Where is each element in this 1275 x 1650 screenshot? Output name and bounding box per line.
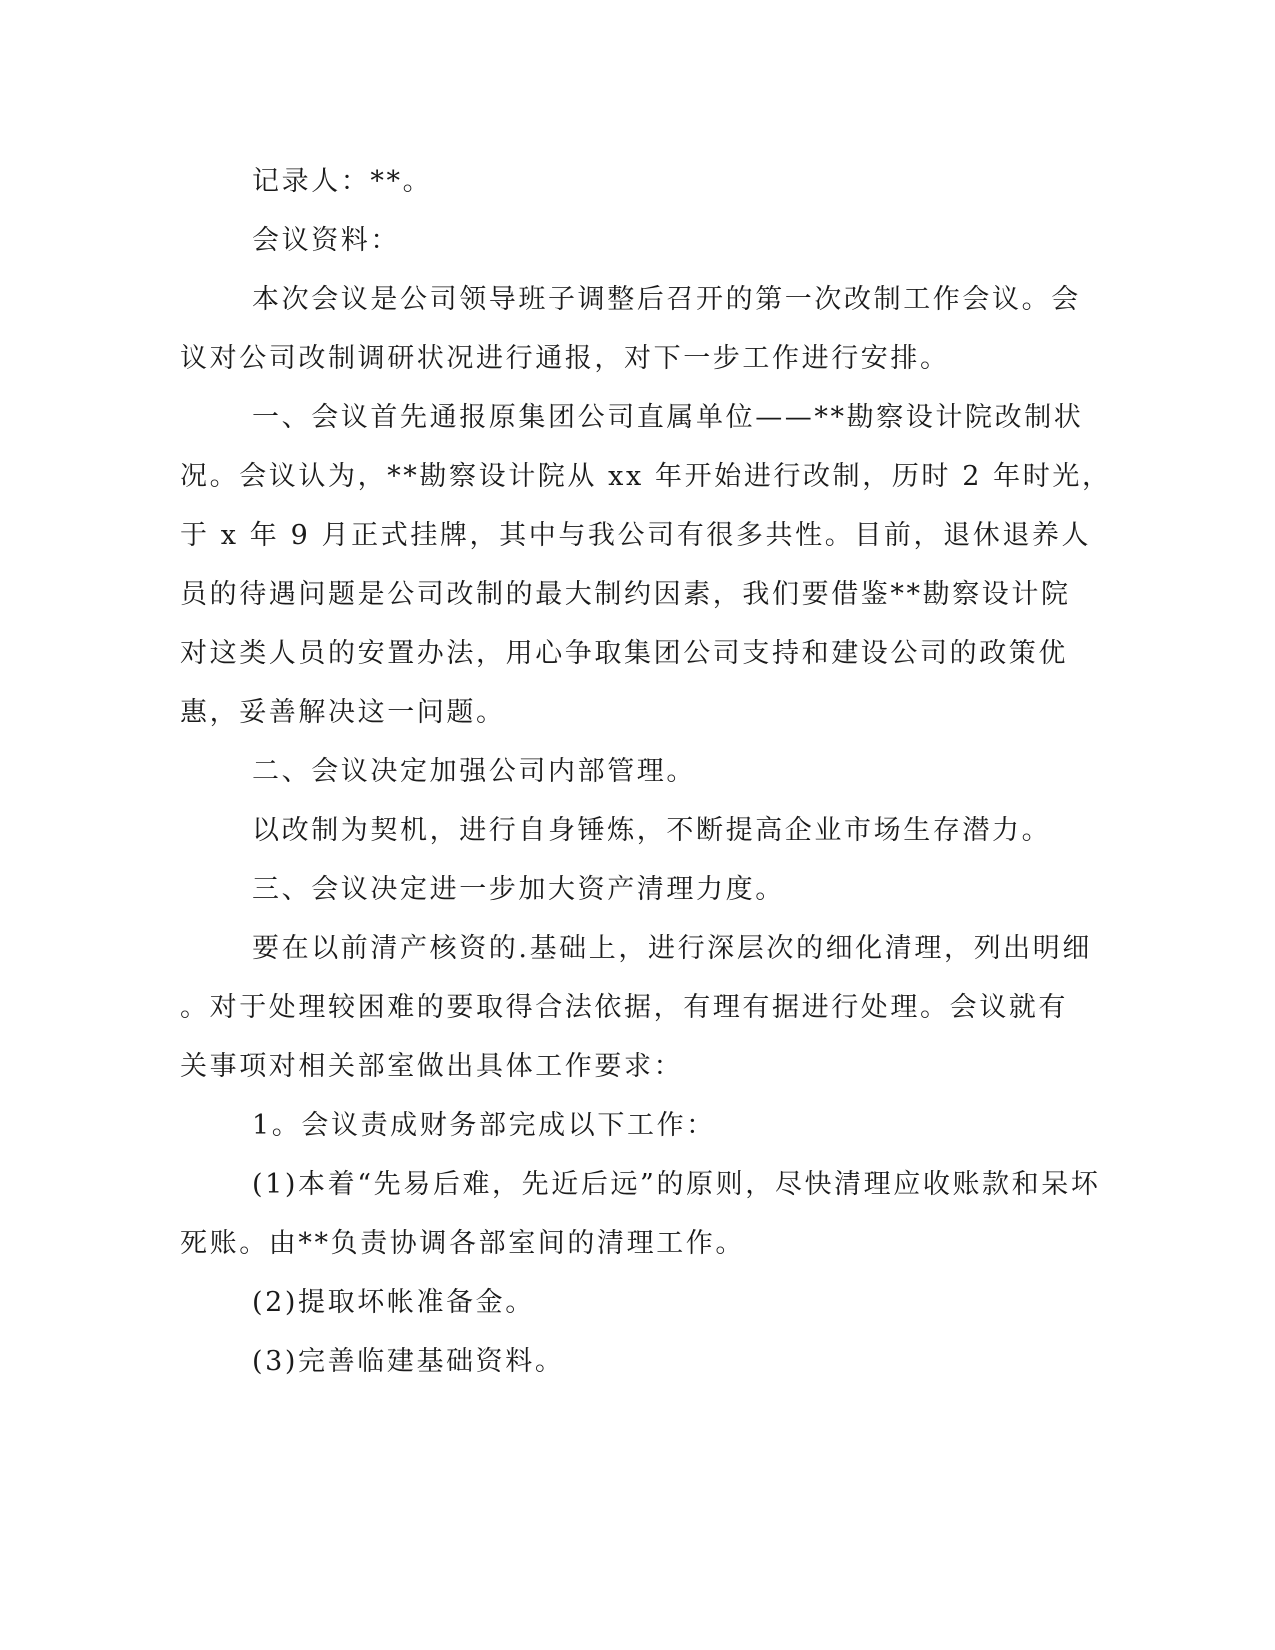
paragraph-line: 于 x 年 9 月正式挂牌，其中与我公司有很多共性。目前，退休退养人 <box>180 520 1092 551</box>
paragraph-line: 1。会议责成财务部完成以下工作： <box>252 1110 716 1141</box>
paragraph-line: 本次会议是公司领导班子调整后召开的第一次改制工作会议。会 <box>252 284 1081 315</box>
paragraph-line: 员的待遇问题是公司改制的最大制约因素，我们要借鉴**勘察设计院 <box>180 579 1071 610</box>
paragraph-line: 会议资料： <box>252 225 400 256</box>
paragraph-line: 一、会议首先通报原集团公司直属单位——**勘察设计院改制状 <box>252 402 1084 433</box>
paragraph-line: 以改制为契机，进行自身锤炼，不断提高企业市场生存潜力。 <box>252 815 1052 846</box>
paragraph-line: 议对公司改制调研状况进行通报，对下一步工作进行安排。 <box>180 343 950 374</box>
document-body <box>180 160 1112 1399</box>
paragraph-line: 记录人：**。 <box>252 166 433 197</box>
paragraph-line: 三、会议决定进一步加大资产清理力度。 <box>252 874 785 905</box>
paragraph-line: 。对于处理较困难的要取得合法依据，有理有据进行处理。会议就有 <box>180 992 1068 1023</box>
paragraph-line: (2)提取坏帐准备金。 <box>252 1287 535 1318</box>
paragraph-line: (3)完善临建基础资料。 <box>252 1346 565 1377</box>
paragraph-line: 关事项对相关部室做出具体工作要求： <box>180 1051 684 1082</box>
paragraph-line: (1)本着“先易后难，先近后远”的原则，尽快清理应收账款和呆坏 <box>252 1169 1101 1200</box>
paragraph-line: 要在以前清产核资的.基础上，进行深层次的细化清理，列出明细 <box>252 933 1092 964</box>
paragraph-line: 二、会议决定加强公司内部管理。 <box>252 756 696 787</box>
paragraph-line: 死账。由**负责协调各部室间的清理工作。 <box>180 1228 745 1259</box>
paragraph-line: 惠，妥善解决这一问题。 <box>180 697 506 728</box>
paragraph-line: 况。会议认为，**勘察设计院从 xx 年开始进行改制，历时 2 年时光， <box>180 461 1112 492</box>
paragraph-line: 对这类人员的安置办法，用心争取集团公司支持和建设公司的政策优 <box>180 638 1068 669</box>
